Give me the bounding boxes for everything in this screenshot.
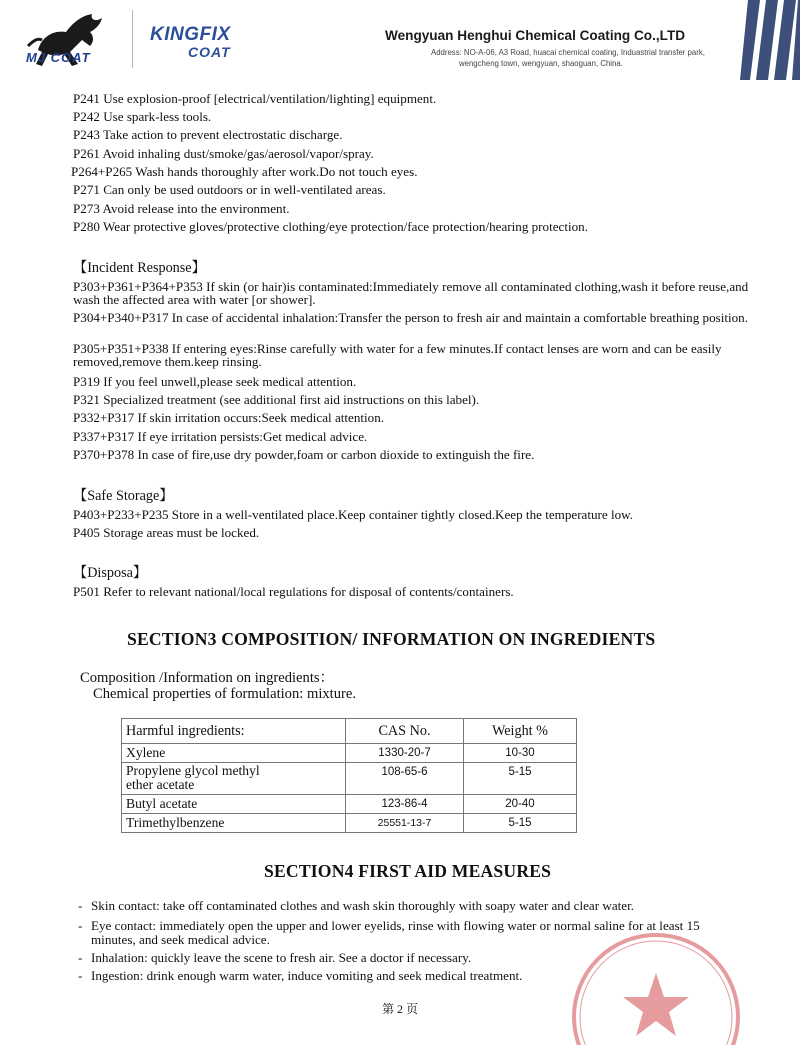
column-header: CAS No. <box>346 719 464 744</box>
section3-title: SECTION3 COMPOSITION/ INFORMATION ON INGREDIENTS <box>127 629 656 649</box>
cas-number: 25551-13-7 <box>346 814 464 833</box>
table-row <box>122 763 577 795</box>
storage-statement: P405 Storage areas must be locked. <box>73 525 260 540</box>
ingredient-name: Trimethylbenzene <box>122 814 346 833</box>
kingfix-logo-text: KINGFIX <box>150 24 231 45</box>
weight-percent: 5-15 <box>464 814 577 833</box>
prevention-statement: P243 Take action to prevent electrostatic discharge. <box>73 127 343 142</box>
first-aid-text: Ingestion: drink enough warm water, induce vomiting and seek medical treatment. <box>91 968 523 983</box>
disposal-statement: P501 Refer to relevant national/local regulations for disposal of contents/containers. <box>73 584 514 599</box>
incident-statement: P319 If you feel unwell,please seek medical attention. <box>73 374 357 389</box>
header-stripes-decoration <box>740 0 800 80</box>
incident-statement: P304+P340+P317 In case of accidental inhalation:Transfer the person to fresh air and maintain a comfortable breathing position. <box>73 310 748 325</box>
incident-statement: P370+P378 In case of fire,use dry powder,foam or carbon dioxide to extinguish the fire. <box>73 447 535 462</box>
logo-divider <box>132 10 133 68</box>
prevention-statement: P264+P265 Wash hands thoroughly after work.Do not touch eyes. <box>71 164 418 179</box>
prevention-statement: P273 Avoid release into the environment. <box>73 201 290 216</box>
table-row <box>122 744 577 763</box>
column-header: Harmful ingredients: <box>122 719 346 744</box>
prevention-statement: P261 Avoid inhaling dust/smoke/gas/aerosol/vapor/spray. <box>73 146 374 161</box>
weight-percent: 10-30 <box>464 744 577 763</box>
bullet-dash: - <box>78 918 83 933</box>
composition-intro: Composition /Information on ingredients： <box>80 670 335 686</box>
ingredient-name-text: Propylene glycol methyl ether acetate <box>126 763 260 792</box>
company-address-line-2: wengcheng town, wengyuan, shaoguan, China. <box>459 59 623 68</box>
incident-statement: P303+P361+P364+P353 If skin (or hair)is contaminated:Immediately remove all contaminated clothing,wash it before reuse,and wash the affected area with water [or shower]. <box>73 279 749 307</box>
cas-number: 123-86-4 <box>346 795 464 814</box>
page-number: 第 2 页 <box>381 1002 418 1016</box>
column-header: Weight % <box>464 719 577 744</box>
bullet-dash: - <box>78 898 83 913</box>
kingfix-logo-subtext: COAT <box>188 44 231 60</box>
ingredient-name: Butyl acetate <box>122 795 346 814</box>
chemical-properties: Chemical properties of formulation: mixture. <box>93 686 357 702</box>
page-header <box>0 0 800 82</box>
prevention-statement: P271 Can only be used outdoors or in well-ventilated areas. <box>73 182 386 197</box>
ingredient-name <box>122 763 346 795</box>
storage-statement: P403+P233+P235 Store in a well-ventilated place.Keep container tightly closed.Keep the temperature low. <box>73 507 634 522</box>
incident-response-heading: 【Incident Response】 <box>73 260 206 276</box>
company-name: Wengyuan Henghui Chemical Coating Co.,LTD <box>385 28 686 43</box>
prevention-statement: P241 Use explosion-proof [electrical/ventilation/lighting] equipment. <box>73 91 437 106</box>
table-row <box>122 814 577 833</box>
disposal-heading: 【Disposa】 <box>73 565 148 581</box>
ingredient-name: Xylene <box>122 744 346 763</box>
bullet-dash: - <box>78 968 83 983</box>
incident-statement: P337+P317 If eye irritation persists:Get medical advice. <box>73 429 368 444</box>
section4-title: SECTION4 FIRST AID MEASURES <box>264 861 552 881</box>
prevention-statement: P242 Use spark-less tools. <box>73 109 212 124</box>
cas-number: 108-65-6 <box>346 763 464 795</box>
company-seal-icon <box>566 905 746 1045</box>
first-aid-text: Inhalation: quickly leave the scene to fresh air. See a doctor if necessary. <box>91 950 472 965</box>
first-aid-text: Skin contact: take off contaminated clothes and wash skin thoroughly with soapy water and clear water. <box>91 898 634 913</box>
weight-percent: 20-40 <box>464 795 577 814</box>
mjcoat-logo-text: MJ COAT <box>26 50 91 65</box>
company-address-line-1: Address: NO-A-06, A3 Road, huacai chemical coating, Induastrial transfer park, <box>431 48 705 57</box>
first-aid-text: Eye contact: immediately open the upper and lower eyelids, rinse with flowing water or normal saline for at least 15 minutes, and seek medical advice. <box>91 918 700 947</box>
incident-statement: P332+P317 If skin irritation occurs:Seek medical attention. <box>73 410 385 425</box>
ingredients-table <box>121 718 577 833</box>
table-row <box>122 795 577 814</box>
safe-storage-heading: 【Safe Storage】 <box>73 488 174 504</box>
cas-number: 1330-20-7 <box>346 744 464 763</box>
prevention-statement: P280 Wear protective gloves/protective clothing/eye protection/face protection/hearing protection. <box>73 219 588 234</box>
weight-percent: 5-15 <box>464 763 577 795</box>
table-header-row <box>122 719 577 744</box>
incident-statement: P321 Specialized treatment (see additional first aid instructions on this label). <box>73 392 480 407</box>
incident-statement: P305+P351+P338 If entering eyes:Rinse carefully with water for a few minutes.If contact lenses are worn and can be easily removed,remove them.keep rinsing. <box>73 341 722 369</box>
bullet-dash: - <box>78 950 83 965</box>
